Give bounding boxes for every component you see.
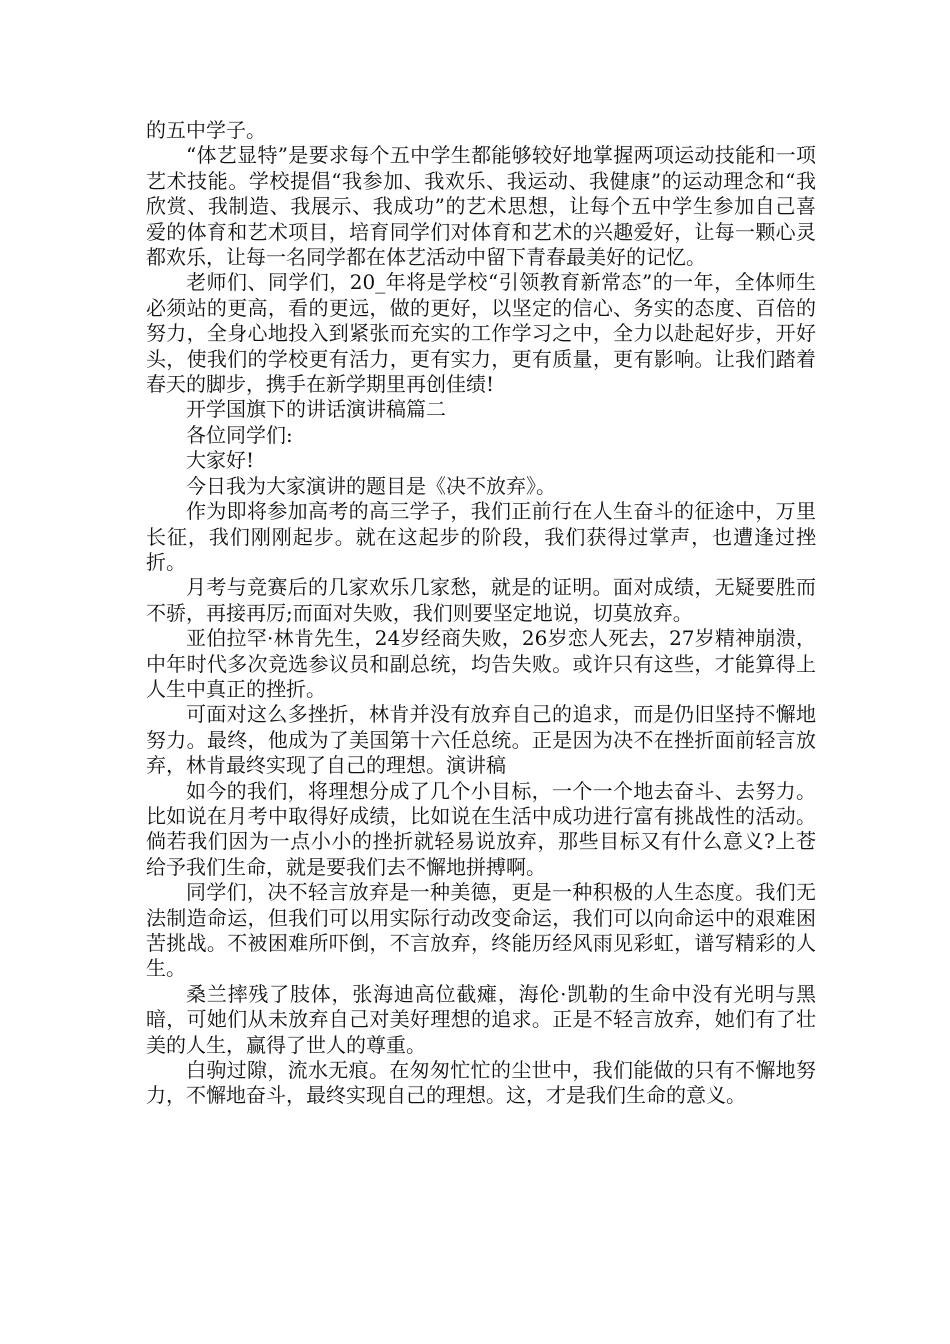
speech-topic: 今日我为大家演讲的题目是《决不放弃》。: [186, 473, 556, 498]
paragraph-3: 老师们、同学们，20_年将是学校“引领教育新常态”的一年，全体师生必须站的更高，看的更远，做的更好，以坚定的信心、务实的态度、百倍的努力，全身心地投入到紧张而充实的工作学习之中，全力以赴起好步，开好头，使我们的学校更有活力，更有实力，更有质量，更有影响。让我们踏着春天的脚步，携手在新学期里再创佳绩!: [146, 270, 816, 397]
paragraph-2: “体艺显特”是要求每个五中学生都能够较好地掌握两项运动技能和一项艺术技能。学校提倡“我参加、我欢乐、我运动、我健康”的运动理念和“我欣赏、我制造、我展示、我成功”的艺术思想，让每个五中学生参加自己喜爱的体育和艺术项目，培育同学们对体育和艺术的兴趣爱好，让每一颗心灵都欢乐，让每一名同学都在体艺活动中留下青春最美好的记忆。: [146, 143, 816, 270]
paragraph-8: 作为即将参加高考的高三学子，我们正前行在人生奋斗的征途中，万里长征，我们刚刚起步。就在这起步的阶段，我们获得过掌声，也遭逢过挫折。: [146, 499, 816, 574]
paragraph-12: 如今的我们，将理想分成了几个小目标，一个一个地去奋斗、去努力。比如说在月考中取得好成绩，比如说在生活中成功进行富有挑战性的活动。倘若我们因为一点小小的挫折就轻易说放弃，那些目标又有什么意义?上苍给予我们生命，就是要我们去不懈地拼搏啊。: [146, 778, 816, 879]
paragraph-10: 亚伯拉罕·林肯先生，24岁经商失败，26岁恋人死去，27岁精神崩溃，中年时代多次竞选参议员和副总统，均告失败。或许只有这些，才能算得上人生中真正的挫折。: [146, 626, 816, 701]
paragraph-11: 可面对这么多挫折，林肯并没有放弃自己的追求，而是仍旧坚持不懈地努力。最终，他成为了美国第十六任总统。正是因为决不在挫折面前轻言放弃，林肯最终实现了自己的理想。演讲稿: [146, 702, 816, 778]
salutation: 各位同学们:: [186, 422, 293, 447]
section-heading: 开学国旗下的讲话演讲稿篇二: [186, 397, 446, 422]
paragraph-13: 同学们，决不轻言放弃是一种美德，更是一种积极的人生态度。我们无法制造命运，但我们可以用实际行动改变命运，我们可以向命运中的艰难困苦挑战。不被困难所吓倒，不言放弃，终能历经风雨见彩虹，谱写精彩的人生。: [146, 880, 816, 981]
greeting: 大家好!: [186, 448, 255, 473]
paragraph-9: 月考与竞赛后的几家欢乐几家愁，就是的证明。面对成绩，无疑要胜而不骄，再接再厉;而面对失败，我们则要坚定地说，切莫放弃。: [146, 575, 816, 625]
paragraph-1: 的五中学子。: [146, 118, 266, 142]
document-page: [146, 118, 816, 1109]
paragraph-15: 白驹过隙，流水无痕。在匆匆忙忙的尘世中，我们能做的只有不懈地努力，不懈地奋斗，最终实现自己的理想。这，才是我们生命的意义。: [146, 1058, 816, 1108]
paragraph-14: 桑兰摔残了肢体，张海迪高位截瘫，海伦·凯勒的生命中没有光明与黑暗，可她们从未放弃自己对美好理想的追求。正是不轻言放弃，她们有了壮美的人生，赢得了世人的尊重。: [146, 981, 816, 1057]
